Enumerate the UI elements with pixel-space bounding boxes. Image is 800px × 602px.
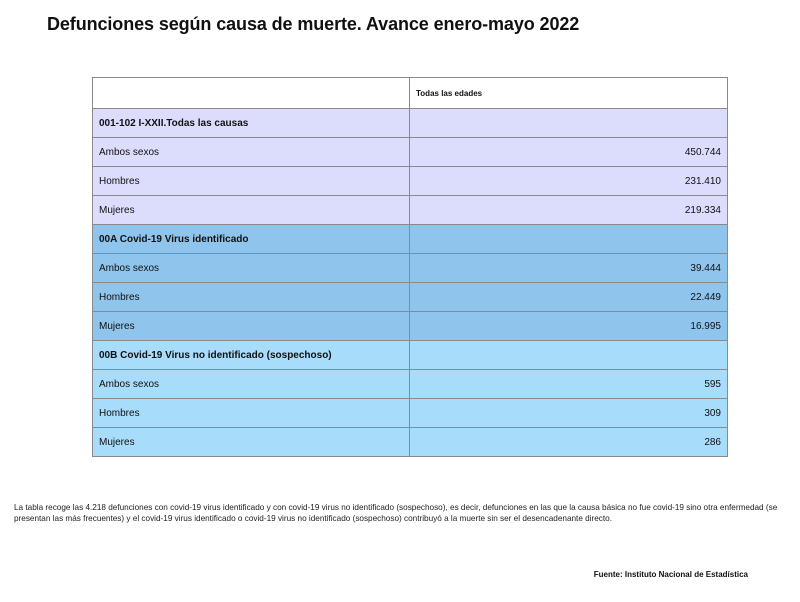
row-value: 22.449: [410, 283, 728, 312]
row-value: 231.410: [410, 167, 728, 196]
table-row: [93, 254, 728, 283]
deaths-table: [92, 77, 728, 457]
table-row: [93, 196, 728, 225]
group-title: 00A Covid-19 Virus identificado: [93, 225, 410, 254]
table-row: [93, 428, 728, 457]
row-value: 219.334: [410, 196, 728, 225]
group-title: 00B Covid-19 Virus no identificado (sospechoso): [93, 341, 410, 370]
header-empty-cell: [93, 78, 410, 109]
row-value: 309: [410, 399, 728, 428]
row-label: Hombres: [93, 167, 410, 196]
row-value: 286: [410, 428, 728, 457]
group-title-value: [410, 109, 728, 138]
table-header-row: [93, 78, 728, 109]
row-label: Mujeres: [93, 428, 410, 457]
row-value: 450.744: [410, 138, 728, 167]
table-row: [93, 283, 728, 312]
row-label: Ambos sexos: [93, 254, 410, 283]
group-title-row: [93, 109, 728, 138]
table-row: [93, 370, 728, 399]
row-label: Hombres: [93, 399, 410, 428]
group-title-row: [93, 225, 728, 254]
column-header: Todas las edades: [410, 78, 728, 109]
table-row: [93, 312, 728, 341]
group-title: 001-102 I-XXII.Todas las causas: [93, 109, 410, 138]
row-label: Ambos sexos: [93, 370, 410, 399]
source-credit: Fuente: Instituto Nacional de Estadística: [593, 570, 748, 579]
row-label: Mujeres: [93, 196, 410, 225]
group-title-value: [410, 341, 728, 370]
table-row: [93, 167, 728, 196]
row-label: Mujeres: [93, 312, 410, 341]
row-value: 16.995: [410, 312, 728, 341]
group-title-value: [410, 225, 728, 254]
table-row: [93, 138, 728, 167]
page-title: Defunciones según causa de muerte. Avance enero-mayo 2022: [47, 14, 580, 34]
row-value: 39.444: [410, 254, 728, 283]
group-title-row: [93, 341, 728, 370]
row-value: 595: [410, 370, 728, 399]
footnote: La tabla recoge las 4.218 defunciones con covid-19 virus identificado y con covid-19 virus no identificado (sospechoso), es decir, defunciones en las que la causa básica no fue covid-19 sino otra enfermedad (se presentan las más frecuentes) y el covid-19 virus identificado o covid-19 virus no identificado (sospechoso) contribuyó a la muerte sin ser el desencadenante directo.: [14, 503, 778, 523]
row-label: Ambos sexos: [93, 138, 410, 167]
table-row: [93, 399, 728, 428]
row-label: Hombres: [93, 283, 410, 312]
